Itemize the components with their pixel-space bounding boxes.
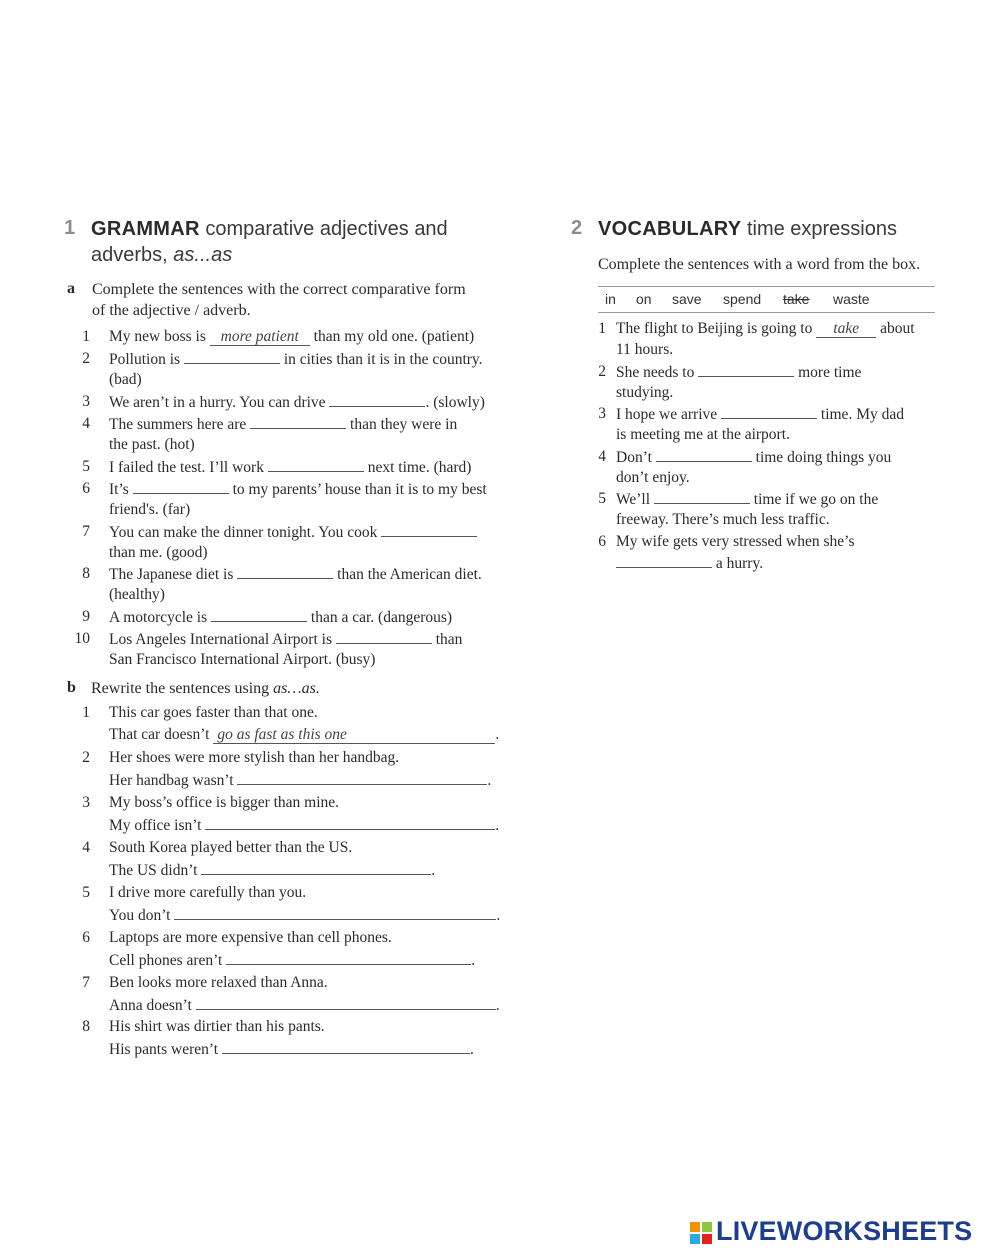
rewrite-prompt: Cell phones aren’t: [109, 952, 223, 969]
exercise-b-item: [72, 748, 522, 792]
item-number: 1: [82, 704, 90, 721]
item-rewrite: [109, 1039, 474, 1061]
vocab-item: [580, 447, 940, 489]
answer-blank[interactable]: [656, 447, 752, 462]
item-rewrite: [109, 995, 500, 1017]
item-number: 4: [598, 448, 606, 465]
answer-blank[interactable]: [201, 860, 431, 875]
item-line2: studying.: [616, 384, 674, 401]
item-prompt: Don’t: [616, 449, 652, 466]
answer-blank[interactable]: [336, 629, 432, 644]
exercise-a-item: [72, 564, 522, 606]
item-rewrite: [109, 815, 499, 837]
word-box-item-in: in: [605, 291, 616, 307]
item-sentence: South Korea played better than the US.: [109, 839, 353, 856]
item-number: 10: [74, 630, 90, 647]
part-a-instruction-line1: Complete the sentences with the correct comparative form: [92, 281, 466, 298]
rewrite-prompt: His pants weren’t: [109, 1041, 219, 1058]
item-number: 3: [598, 405, 606, 422]
answer-blank[interactable]: [205, 815, 495, 830]
answer-blank[interactable]: [196, 995, 496, 1010]
part-b-instruction-text: Rewrite the sentences using: [91, 680, 270, 697]
item-prompt: The Japanese diet is: [109, 566, 234, 583]
part-a-instruction-line2: of the adjective / adverb.: [92, 302, 251, 319]
section-1-title: [91, 216, 521, 268]
item-sentence: Ben looks more relaxed than Anna.: [109, 974, 328, 991]
item-text: [109, 349, 483, 371]
item-continuation: more time: [798, 364, 862, 381]
item-sentence: This car goes faster than that one.: [109, 704, 318, 721]
answer-blank[interactable]: [211, 607, 307, 622]
item-sentence: Her shoes were more stylish than her handbag.: [109, 749, 400, 766]
item-hint: . (slowly): [425, 394, 485, 411]
answer-blank[interactable]: [226, 950, 471, 965]
answer-blank[interactable]: [184, 349, 280, 364]
item-prompt: It’s: [109, 481, 129, 498]
item-prompt: My wife gets very stressed when she’s: [616, 533, 855, 550]
item-number: 8: [82, 1018, 90, 1035]
item-rewrite: [109, 770, 491, 792]
item-text: [109, 392, 485, 414]
item-line2: freeway. There’s much less traffic.: [616, 511, 830, 528]
answer-blank[interactable]: [174, 905, 496, 920]
item-text: [109, 629, 462, 651]
word-box-bottom-border: [598, 312, 935, 313]
word-box-top-border: [598, 286, 935, 287]
exercise-b-item: [72, 1017, 522, 1061]
item-continuation: time doing things you: [755, 449, 892, 466]
item-prompt: A motorcycle is: [109, 609, 208, 626]
item-number: 2: [82, 350, 90, 367]
liveworksheets-brand[interactable]: LIVEWORKSHEETS: [716, 1216, 973, 1246]
item-prompt: The flight to Beijing is going to: [616, 320, 813, 337]
section-2-number: 2: [571, 217, 583, 239]
item-rewrite: [109, 950, 475, 972]
item-continuation: than me. (good): [109, 544, 208, 561]
item-text: [109, 457, 471, 479]
exercise-a-item: [72, 522, 522, 564]
section-2-title-bold: VOCABULARY: [598, 218, 742, 240]
exercise-b-item: [72, 928, 522, 972]
item-number: 2: [598, 363, 606, 380]
word-box-item-take: take: [783, 291, 810, 307]
item-number: 5: [82, 458, 90, 475]
item-number: 4: [82, 415, 90, 432]
part-b-label: b: [67, 679, 76, 696]
item-number: 5: [598, 490, 606, 507]
exercise-b-item: [72, 793, 522, 837]
item-line2: 11 hours.: [616, 341, 674, 358]
item-number: 7: [82, 523, 90, 540]
liveworksheets-logo-icon: [690, 1222, 712, 1244]
item-sentence: I drive more carefully than you.: [109, 884, 307, 901]
item-continuation: (healthy): [109, 586, 165, 603]
word-box-item-waste: waste: [833, 291, 870, 307]
item-number: 4: [82, 839, 90, 856]
exercise-a-item: [72, 479, 522, 521]
sentence-end: .: [469, 1041, 474, 1058]
sentence-end: .: [496, 907, 501, 924]
item-text: [109, 522, 477, 544]
answer-blank[interactable]: [250, 414, 346, 429]
word-box-item-spend: spend: [723, 291, 762, 307]
item-rewrite: [109, 725, 499, 746]
section-1-title-italic: as...as: [173, 244, 233, 266]
item-continuation: time if we go on the: [753, 491, 879, 508]
section-1-title-line2: adverbs,: [91, 244, 168, 266]
item-text: [109, 327, 474, 348]
item-text: [109, 414, 457, 436]
exercise-a-item: [72, 414, 522, 456]
item-prompt: You can make the dinner tonight. You cook: [109, 524, 378, 541]
vocab-item: [580, 489, 940, 531]
answer-blank[interactable]: [616, 553, 712, 568]
part-b-instruction-italic: as…as.: [273, 680, 320, 697]
item-prompt: My new boss is: [109, 328, 206, 345]
sentence-end: .: [471, 952, 476, 969]
item-text: [616, 404, 904, 426]
item-number: 7: [82, 974, 90, 991]
item-line2: don’t enjoy.: [616, 469, 690, 486]
item-continuation: time. My dad: [820, 406, 904, 423]
item-number: 1: [82, 328, 90, 345]
item-number: 6: [598, 533, 606, 550]
item-number: 3: [82, 794, 90, 811]
item-rewrite: [109, 905, 500, 927]
item-number: 8: [82, 565, 90, 582]
answer-blank[interactable]: [222, 1039, 470, 1054]
part-a-instruction: [92, 279, 522, 321]
item-prompt: I hope we arrive: [616, 406, 718, 423]
item-rewrite: [109, 860, 435, 882]
item-line2: is meeting me at the airport.: [616, 426, 790, 443]
vocab-item: [580, 362, 940, 404]
item-number: 6: [82, 480, 90, 497]
item-prompt: We aren’t in a hurry. You can drive: [109, 394, 326, 411]
item-number: 2: [82, 749, 90, 766]
item-text: [109, 479, 487, 501]
item-text: [616, 447, 891, 469]
item-continuation: about: [880, 320, 915, 337]
item-number: 1: [598, 320, 606, 337]
item-prompt: Los Angeles International Airport is: [109, 631, 332, 648]
exercise-a-item: [72, 349, 522, 391]
item-continuation: friend's. (far): [109, 501, 191, 518]
item-continuation: San Francisco International Airport. (busy): [109, 651, 376, 668]
answer-blank[interactable]: [721, 404, 817, 419]
exercise-b-item: [72, 703, 522, 747]
part-a-label: a: [67, 280, 75, 297]
answer-blank[interactable]: [329, 392, 425, 407]
answer-field[interactable]: go as fast as this one: [213, 727, 495, 744]
section-2-title-rest: time expressions: [746, 218, 897, 240]
item-text: [616, 489, 878, 511]
vocab-item: [580, 404, 940, 446]
answer-blank[interactable]: [654, 489, 750, 504]
item-text: [616, 532, 854, 553]
word-box: [598, 291, 935, 309]
answer-blank[interactable]: [381, 522, 477, 537]
item-text: [616, 362, 861, 384]
sentence-end: .: [487, 772, 492, 789]
vocab-item: [580, 532, 940, 574]
sentence-end: .: [495, 997, 500, 1014]
answer-field[interactable]: more patient: [210, 329, 310, 346]
sentence-end: .: [431, 862, 436, 879]
item-sentence: My boss’s office is bigger than mine.: [109, 794, 340, 811]
item-text: [109, 564, 482, 586]
item-number: 5: [82, 884, 90, 901]
word-box-item-on: on: [636, 291, 652, 307]
item-hint: to my parents’ house than it is to my best: [232, 481, 487, 498]
section-2-title: [598, 216, 897, 242]
item-hint: than a car. (dangerous): [310, 609, 453, 626]
answer-blank[interactable]: [268, 457, 364, 472]
item-prompt: She needs to: [616, 364, 695, 381]
rewrite-prompt: The US didn’t: [109, 862, 198, 879]
item-sentence: His shirt was dirtier than his pants.: [109, 1018, 325, 1035]
rewrite-prompt: Anna doesn’t: [109, 997, 192, 1014]
rewrite-prompt: Her handbag wasn’t: [109, 772, 234, 789]
vocab-item: [580, 319, 940, 361]
item-prompt: I failed the test. I’ll work: [109, 459, 264, 476]
word-box-item-save: save: [672, 291, 702, 307]
sentence-end: .: [495, 817, 500, 834]
item-text: [109, 607, 452, 629]
answer-blank[interactable]: [237, 564, 333, 579]
exercise-b-item: [72, 883, 522, 927]
rewrite-prompt: My office isn’t: [109, 817, 202, 834]
item-hint: than my old one. (patient): [313, 328, 475, 345]
item-number: 9: [82, 608, 90, 625]
exercise-a-item: [72, 629, 522, 671]
item-hint: next time. (hard): [367, 459, 472, 476]
item-continuation: (bad): [109, 371, 142, 388]
item-continuation: a hurry.: [715, 555, 764, 572]
item-prompt: We’ll: [616, 491, 651, 508]
item-hint: in cities than it is in the country.: [283, 351, 483, 368]
answer-blank[interactable]: [133, 479, 229, 494]
item-number: 3: [82, 393, 90, 410]
answer-blank[interactable]: [698, 362, 794, 377]
rewrite-prompt: That car doesn’t: [109, 726, 210, 743]
part-b-instruction: [91, 678, 320, 699]
exercise-b-item: [72, 973, 522, 1017]
item-hint: than: [435, 631, 463, 648]
item-line2: [616, 553, 763, 575]
rewrite-prompt: You don’t: [109, 907, 171, 924]
item-continuation: the past. (hot): [109, 436, 195, 453]
section-1-number: 1: [64, 217, 76, 239]
item-prompt: The summers here are: [109, 416, 247, 433]
sentence-end: .: [495, 726, 500, 743]
answer-blank[interactable]: [237, 770, 487, 785]
item-sentence: Laptops are more expensive than cell phones.: [109, 929, 392, 946]
section-1-title-bold: GRAMMAR: [91, 218, 200, 240]
item-hint: than the American diet.: [337, 566, 482, 583]
answer-field[interactable]: take: [816, 321, 876, 338]
item-prompt: Pollution is: [109, 351, 181, 368]
item-number: 6: [82, 929, 90, 946]
exercise-b-item: [72, 838, 522, 882]
section-2-instruction: Complete the sentences with a word from the box.: [598, 256, 921, 273]
section-1-title-rest: comparative adjectives and: [205, 218, 448, 240]
item-text: [616, 319, 915, 340]
item-hint: than they were in: [350, 416, 458, 433]
